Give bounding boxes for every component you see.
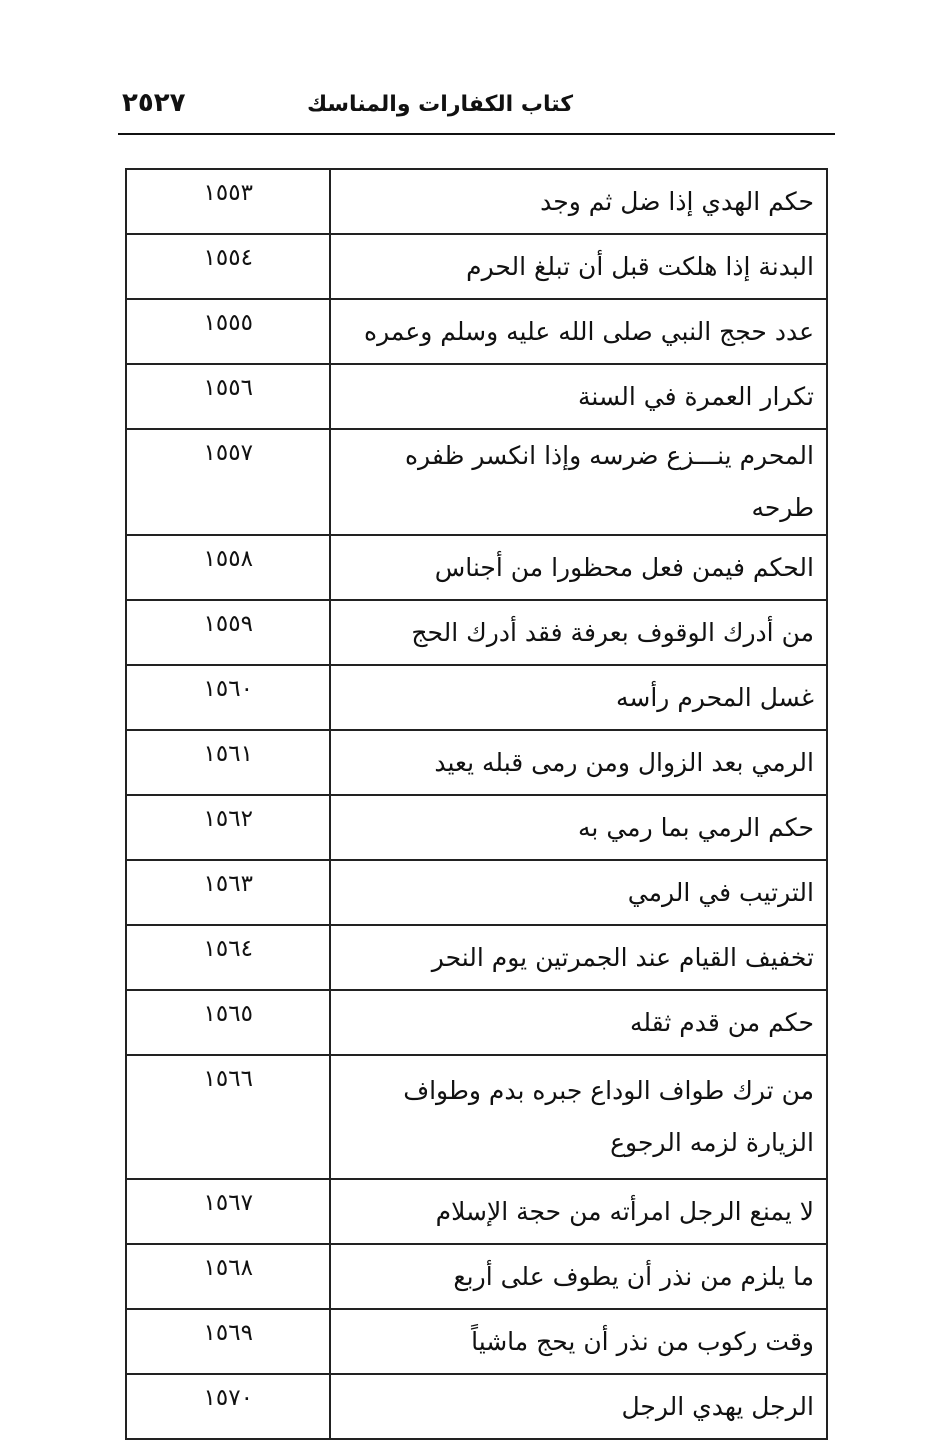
number-cell: ١٥٦٧ (126, 1179, 330, 1244)
topic-cell: غسل المحرم رأسه (330, 665, 827, 730)
topic-cell: حكم الهدي إذا ضل ثم وجد (330, 169, 827, 234)
table-row (126, 860, 827, 925)
topic-cell: تخفيف القيام عند الجمرتين يوم النحر (330, 925, 827, 990)
table-row (126, 1179, 827, 1244)
number-cell: ١٥٦٠ (126, 665, 330, 730)
table-row (126, 429, 827, 535)
topic-cell: وقت ركوب من نذر أن يحج ماشياً (330, 1309, 827, 1374)
running-title: كتاب الكفارات والمناسك (306, 92, 573, 117)
topic-cell: تكرار العمرة في السنة (330, 364, 827, 429)
header-divider (118, 133, 835, 135)
table-row (126, 665, 827, 730)
topic-cell: المحرم ينـــزع ضرسه وإذا انكسر ظفره طرحه (330, 429, 827, 535)
number-cell: ١٥٥٥ (126, 299, 330, 364)
topic-cell: الترتيب في الرمي (330, 860, 827, 925)
table-row (126, 1244, 827, 1309)
number-cell: ١٥٦١ (126, 730, 330, 795)
topic-cell: الرجل يهدي الرجل (330, 1374, 827, 1439)
page-header (118, 86, 835, 130)
page-number: ٢٥٢٧ (122, 88, 186, 118)
number-cell: ١٥٦٩ (126, 1309, 330, 1374)
table-row (126, 1374, 827, 1439)
number-cell: ١٥٦٢ (126, 795, 330, 860)
table-row (126, 925, 827, 990)
table-row (126, 600, 827, 665)
number-cell: ١٥٥٤ (126, 234, 330, 299)
topic-cell: عدد حجج النبي صلى الله عليه وسلم وعمره (330, 299, 827, 364)
number-cell: ١٥٦٦ (126, 1055, 330, 1179)
table-row (126, 169, 827, 234)
topic-cell: لا يمنع الرجل امرأته من حجة الإسلام (330, 1179, 827, 1244)
topic-cell: من أدرك الوقوف بعرفة فقد أدرك الحج (330, 600, 827, 665)
topic-cell: حكم من قدم ثقله (330, 990, 827, 1055)
number-cell: ١٥٥٧ (126, 429, 330, 535)
table-row (126, 1055, 827, 1179)
topic-cell: الرمي بعد الزوال ومن رمى قبله يعيد (330, 730, 827, 795)
table-row (126, 730, 827, 795)
table-row (126, 795, 827, 860)
table-row (126, 299, 827, 364)
number-cell: ١٥٦٣ (126, 860, 330, 925)
topic-cell: حكم الرمي بما رمي به (330, 795, 827, 860)
number-cell: ١٥٥٦ (126, 364, 330, 429)
number-cell: ١٥٦٥ (126, 990, 330, 1055)
topic-cell: الحكم فيمن فعل محظورا من أجناس (330, 535, 827, 600)
topic-cell: البدنة إذا هلكت قبل أن تبلغ الحرم (330, 234, 827, 299)
table-row (126, 990, 827, 1055)
topic-cell: من ترك طواف الوداع جبره بدم وطواف الزيارة لزمه الرجوع (330, 1055, 827, 1179)
number-cell: ١٥٥٨ (126, 535, 330, 600)
number-cell: ١٥٧٠ (126, 1374, 330, 1439)
number-cell: ١٥٥٩ (126, 600, 330, 665)
table-row (126, 1309, 827, 1374)
number-cell: ١٥٦٤ (126, 925, 330, 990)
number-cell: ١٥٥٣ (126, 169, 330, 234)
number-cell: ١٥٦٨ (126, 1244, 330, 1309)
topic-cell: ما يلزم من نذر أن يطوف على أربع (330, 1244, 827, 1309)
table-row (126, 234, 827, 299)
index-table (125, 168, 828, 1440)
table-row (126, 364, 827, 429)
table-row (126, 535, 827, 600)
